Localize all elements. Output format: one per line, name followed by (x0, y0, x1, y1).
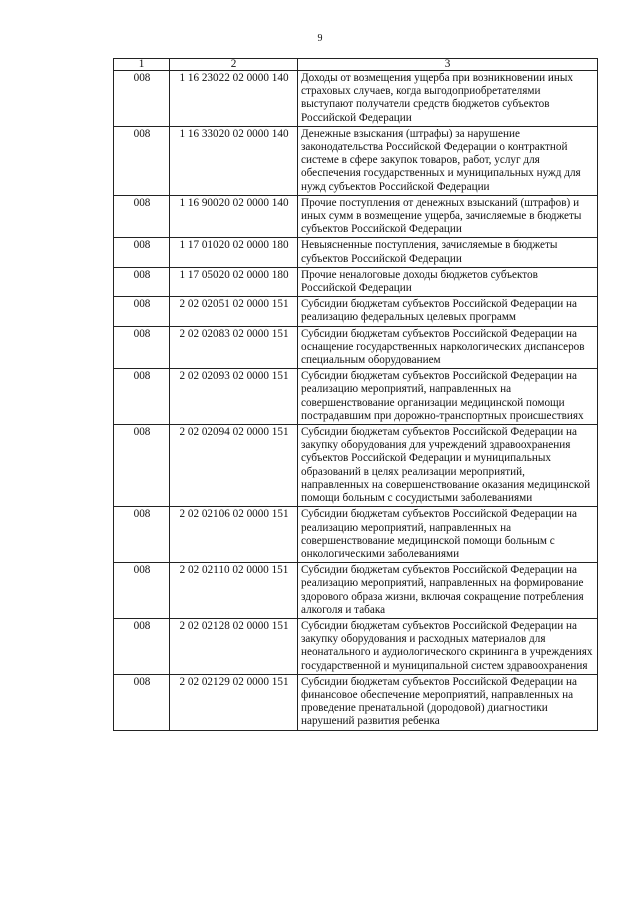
table-row (114, 297, 598, 326)
description-cell: Доходы от возмещения ущерба при возникновении иных страховых случаев, когда выгодоприобретателями выступают получатели средств бюджетов субъектов Российской Федерации (298, 71, 598, 127)
description-cell: Субсидии бюджетам субъектов Российской Федерации на финансовое обеспечение мероприятий, направленных на проведение пренатальной (дородовой) диагностики нарушений развития ребенка (298, 674, 598, 730)
table-row (114, 195, 598, 238)
admin-code-cell: 008 (114, 326, 170, 369)
table-row (114, 425, 598, 507)
admin-code-cell: 008 (114, 267, 170, 296)
table-row (114, 71, 598, 127)
description-cell: Субсидии бюджетам субъектов Российской Федерации на закупку оборудования и расходных материалов для неонатального и аудиологического скрининга в учреждениях государственной и муниципальной систем здравоохранения (298, 618, 598, 674)
column-header-2: 2 (170, 59, 298, 71)
budget-code-cell: 2 02 02128 02 0000 151 (170, 618, 298, 674)
description-cell: Субсидии бюджетам субъектов Российской Федерации на реализацию федеральных целевых программ (298, 297, 598, 326)
budget-code-cell: 1 16 90020 02 0000 140 (170, 195, 298, 238)
table-row (114, 238, 598, 267)
column-header-1: 1 (114, 59, 170, 71)
table-row (114, 267, 598, 296)
budget-code-cell: 2 02 02110 02 0000 151 (170, 563, 298, 619)
budget-code-cell: 1 16 23022 02 0000 140 (170, 71, 298, 127)
description-cell: Субсидии бюджетам субъектов Российской Федерации на оснащение государственных наркологических диспансеров специальным оборудованием (298, 326, 598, 369)
admin-code-cell: 008 (114, 563, 170, 619)
budget-code-cell: 2 02 02094 02 0000 151 (170, 425, 298, 507)
description-cell: Субсидии бюджетам субъектов Российской Федерации на реализацию мероприятий, направленных на совершенствование медицинской помощи больным с онкологическими заболеваниями (298, 507, 598, 563)
admin-code-cell: 008 (114, 71, 170, 127)
budget-code-cell: 2 02 02093 02 0000 151 (170, 369, 298, 425)
budget-code-cell: 2 02 02051 02 0000 151 (170, 297, 298, 326)
budget-code-cell: 1 17 01020 02 0000 180 (170, 238, 298, 267)
budget-code-cell: 2 02 02129 02 0000 151 (170, 674, 298, 730)
revenue-codes-table (113, 58, 598, 731)
table-row (114, 563, 598, 619)
table-row (114, 674, 598, 730)
description-cell: Прочие неналоговые доходы бюджетов субъектов Российской Федерации (298, 267, 598, 296)
description-cell: Прочие поступления от денежных взысканий (штрафов) и иных сумм в возмещение ущерба, зачисляемые в бюджеты субъектов Российской Федерации (298, 195, 598, 238)
admin-code-cell: 008 (114, 369, 170, 425)
budget-code-cell: 1 17 05020 02 0000 180 (170, 267, 298, 296)
admin-code-cell: 008 (114, 238, 170, 267)
admin-code-cell: 008 (114, 297, 170, 326)
table-row (114, 326, 598, 369)
table-row (114, 507, 598, 563)
admin-code-cell: 008 (114, 425, 170, 507)
table-header-row (114, 59, 598, 71)
budget-code-cell: 1 16 33020 02 0000 140 (170, 126, 298, 195)
page-number: 9 (317, 33, 323, 44)
budget-code-cell: 2 02 02083 02 0000 151 (170, 326, 298, 369)
description-cell: Денежные взыскания (штрафы) за нарушение законодательства Российской Федерации о контрактной системе в сфере закупок товаров, работ, услуг для обеспечения государственных и муниципальных нужд для нужд субъектов Российской Федерации (298, 126, 598, 195)
admin-code-cell: 008 (114, 126, 170, 195)
table-row (114, 369, 598, 425)
description-cell: Невыясненные поступления, зачисляемые в бюджеты субъектов Российской Федерации (298, 238, 598, 267)
description-cell: Субсидии бюджетам субъектов Российской Федерации на закупку оборудования для учреждений здравоохранения субъектов Российской Федерации и муниципальных образований в целях реализации мероприятий, направленных на совершенствование оказания медицинской помощи больным с сосудистыми заболеваниями (298, 425, 598, 507)
description-cell: Субсидии бюджетам субъектов Российской Федерации на реализацию мероприятий, направленных на формирование здорового образа жизни, включая сокращение потребления алкоголя и табака (298, 563, 598, 619)
budget-code-cell: 2 02 02106 02 0000 151 (170, 507, 298, 563)
admin-code-cell: 008 (114, 507, 170, 563)
column-header-3: 3 (298, 59, 598, 71)
admin-code-cell: 008 (114, 618, 170, 674)
admin-code-cell: 008 (114, 674, 170, 730)
table-row (114, 126, 598, 195)
table-row (114, 618, 598, 674)
admin-code-cell: 008 (114, 195, 170, 238)
description-cell: Субсидии бюджетам субъектов Российской Федерации на реализацию мероприятий, направленных на совершенствование организации медицинской помощи пострадавшим при дорожно-транспортных происшествиях (298, 369, 598, 425)
